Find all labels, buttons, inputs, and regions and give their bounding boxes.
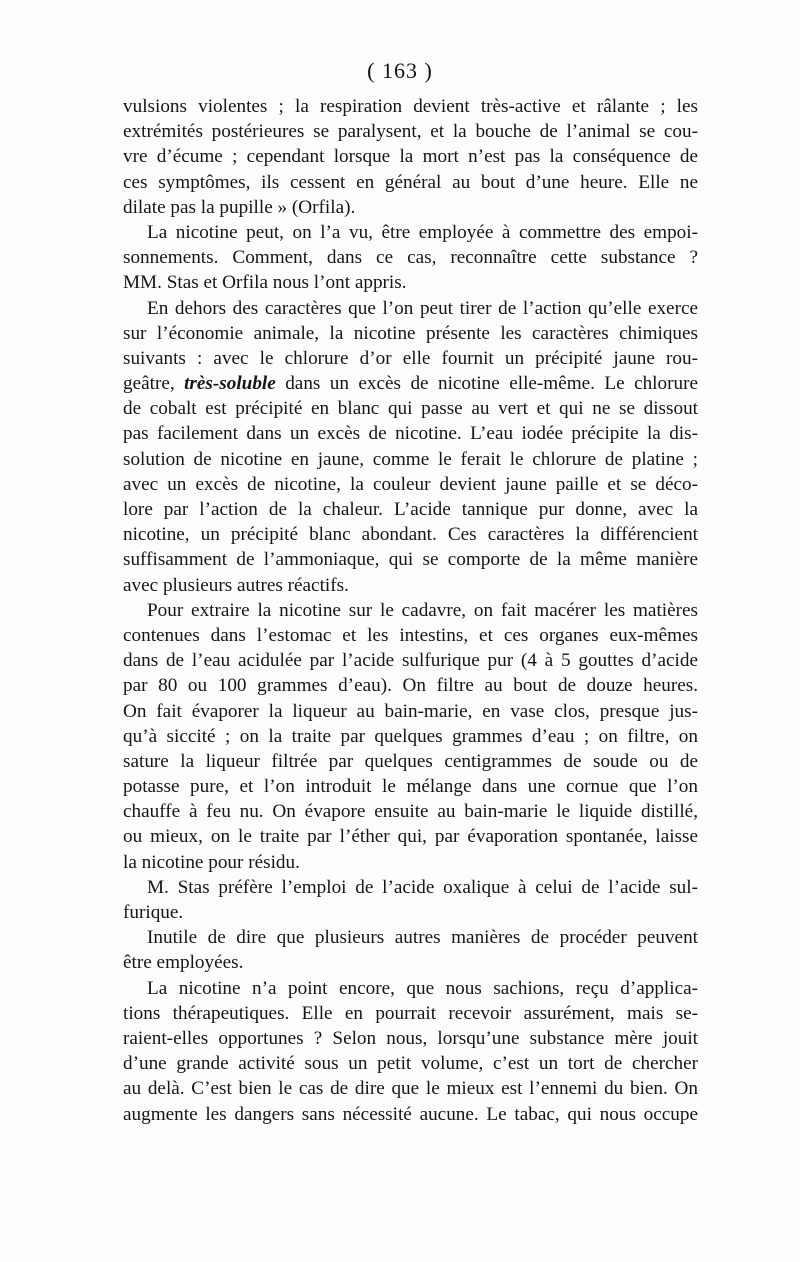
text-line: potasse pure, et l’on introduit le mélange dans une cornue que l’on bbox=[123, 776, 698, 798]
emphasized-word: très-soluble bbox=[184, 373, 276, 395]
page-number: ( 163 ) bbox=[367, 58, 433, 83]
text-line: solution de nicotine en jaune, comme le ferait le chlorure de platine ; bbox=[123, 448, 698, 470]
text-line: extrémités postérieures se paralysent, et la bouche de l’animal se cou- bbox=[123, 121, 698, 143]
text-line: pas facilement dans un excès de nicotine. L’eau iodée précipite la dis- bbox=[123, 423, 698, 445]
text-line: qu’à siccité ; on la traite par quelques grammes d’eau ; on filtre, on bbox=[123, 725, 698, 747]
text-line: être employées. bbox=[123, 952, 244, 974]
text-line: geâtre, très-soluble dans un excès de nicotine elle-même. Le chlorure bbox=[123, 373, 698, 395]
text-line: furique. bbox=[123, 902, 184, 923]
text-line: sonnements. Comment, dans ce cas, reconnaître cette substance ? bbox=[123, 247, 698, 269]
text-line: la nicotine pour résidu. bbox=[123, 851, 300, 873]
text-line: nicotine, un précipité blanc abondant. Ces caractères la différencient bbox=[123, 524, 698, 546]
text-line: MM. Stas et Orfila nous l’ont appris. bbox=[123, 272, 407, 294]
text-line: suffisamment de l’ammoniaque, qui se comporte de la même manière bbox=[123, 549, 698, 571]
text-line: au delà. C’est bien le cas de dire que le mieux est l’ennemi du bien. On bbox=[123, 1078, 698, 1100]
text-line: vre d’écume ; cependant lorsque la mort n’est pas la conséquence de bbox=[123, 146, 698, 168]
body-text bbox=[123, 94, 698, 1127]
text-line: de cobalt est précipité en blanc qui passe au vert et qui ne se dissout bbox=[123, 398, 698, 420]
text-line: chauffe à feu nu. On évapore ensuite au bain-marie le liquide distillé, bbox=[123, 801, 698, 823]
text-line: sur l’économie animale, la nicotine présente les caractères chimiques bbox=[123, 322, 698, 344]
text-line: lore par l’action de la chaleur. L’acide tannique pur donne, avec la bbox=[123, 499, 698, 520]
text-line: La nicotine n’a point encore, que nous sachions, reçu d’applica- bbox=[147, 977, 698, 999]
text-line: Inutile de dire que plusieurs autres manières de procéder peuvent bbox=[147, 927, 698, 949]
text-line: d’une grande activité sous un petit volume, c’est un tort de chercher bbox=[123, 1053, 698, 1075]
text-line: avec un excès de nicotine, la couleur devient jaune paille et se déco- bbox=[123, 473, 698, 495]
text-line: On fait évaporer la liqueur au bain-marie, en vase clos, presque jus- bbox=[123, 700, 698, 722]
text-line: par 80 ou 100 grammes d’eau). On filtre au bout de douze heures. bbox=[123, 675, 698, 697]
text-line: dilate pas la pupille » (Orfila). bbox=[123, 196, 356, 218]
text-line: M. Stas préfère l’emploi de l’acide oxalique à celui de l’acide sul- bbox=[147, 876, 698, 898]
text-line: vulsions violentes ; la respiration devient très-active et râlante ; les bbox=[123, 96, 698, 117]
text-line: ces symptômes, ils cessent en général au bout d’une heure. Elle ne bbox=[123, 171, 698, 193]
text-line: contenues dans l’estomac et les intestins, et ces organes eux-mêmes bbox=[123, 624, 698, 646]
text-line: La nicotine peut, on l’a vu, être employée à commettre des empoi- bbox=[147, 221, 698, 243]
text-line: ou mieux, on le traite par l’éther qui, par évaporation spontanée, laisse bbox=[123, 826, 698, 848]
text-line: sature la liqueur filtrée par quelques centigrammes de soude ou de bbox=[123, 750, 698, 772]
text-line: tions thérapeutiques. Elle en pourrait recevoir assurément, mais se- bbox=[123, 1002, 698, 1024]
text-line: raient-elles opportunes ? Selon nous, lorsqu’une substance mère jouit bbox=[123, 1027, 698, 1049]
text-line: suivants : avec le chlorure d’or elle fournit un précipité jaune rou- bbox=[123, 347, 698, 369]
text-line: dans de l’eau acidulée par l’acide sulfurique pur (4 à 5 gouttes d’acide bbox=[123, 650, 698, 672]
text-line: Pour extraire la nicotine sur le cadavre, on fait macérer les matières bbox=[147, 599, 698, 621]
text-line: augmente les dangers sans nécessité aucune. Le tabac, qui nous occupe bbox=[123, 1103, 698, 1125]
text-line: En dehors des caractères que l’on peut tirer de l’action qu’elle exerce bbox=[147, 297, 698, 319]
text-line: avec plusieurs autres réactifs. bbox=[123, 574, 349, 596]
